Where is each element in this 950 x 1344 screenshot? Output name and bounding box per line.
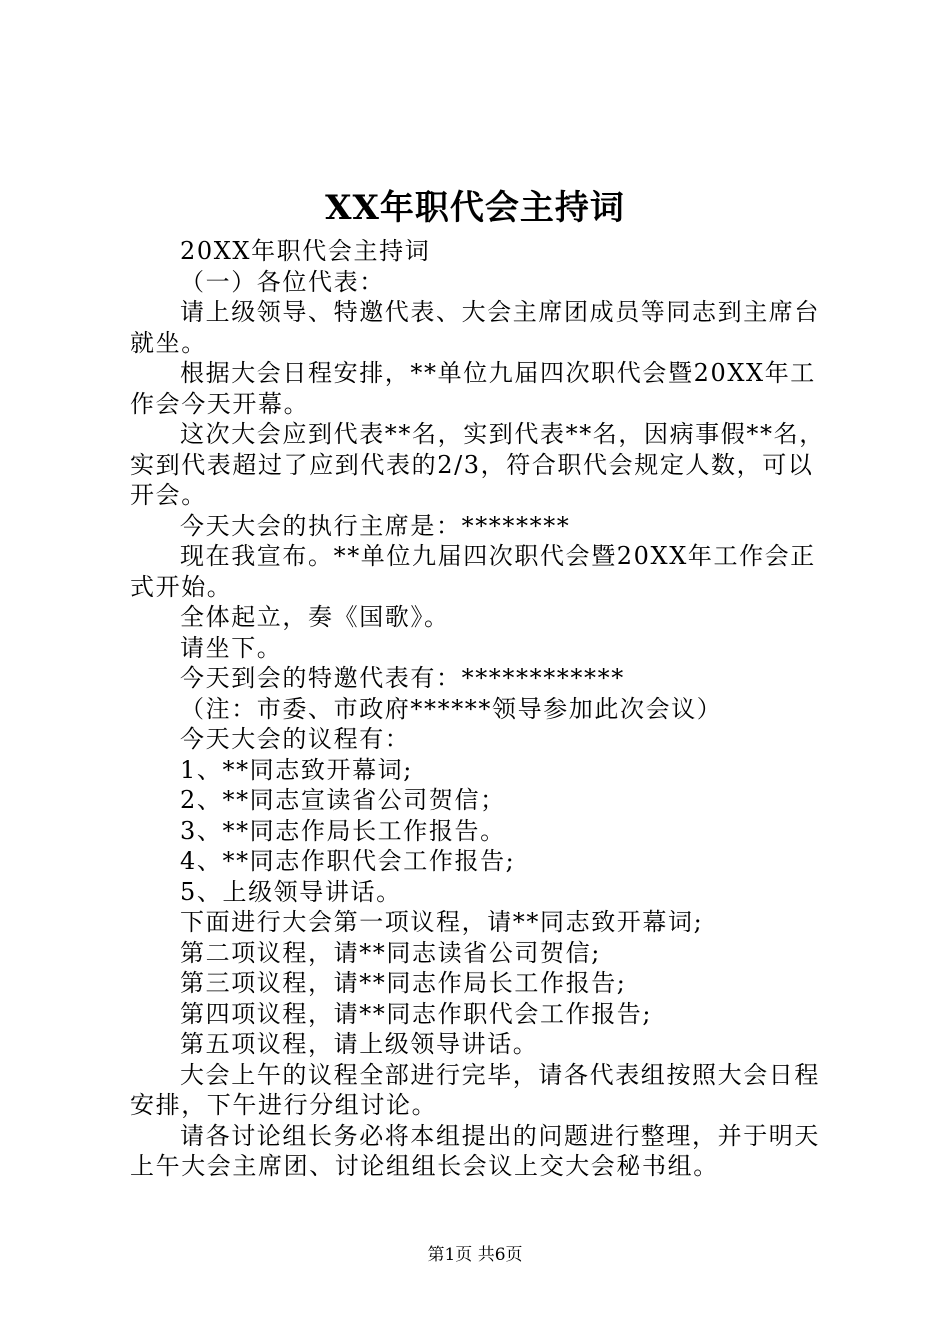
paragraph: 全体起立，奏《国歌》。 [180, 603, 450, 631]
paragraph: 第四项议程，请**同志作职代会工作报告; [180, 999, 653, 1028]
paragraph: 下面进行大会第一项议程，请**同志致开幕词; [180, 908, 704, 936]
document-title: XX年职代会主持词 [325, 188, 625, 228]
paragraph: 这次大会应到代表**名，实到代表**名，因病事假**名，实到代表超过了应到代表的2/3，符合职代会规定人数，可以开会。 [130, 420, 825, 509]
paragraph: 根据大会日程安排，**单位九届四次职代会暨20XX年工作会今天开幕。 [130, 359, 816, 418]
paragraph: （一）各位代表： [180, 267, 385, 296]
document-body [130, 236, 830, 1182]
paragraph: 第五项议程，请上级领导讲话。 [180, 1030, 539, 1058]
agenda-item: 4、**同志作职代会工作报告; [180, 847, 516, 875]
paragraph: 20XX年职代会主持词 [180, 237, 431, 265]
paragraph: 第二项议程，请**同志读省公司贺信; [180, 938, 601, 967]
paragraph: 现在我宣布。**单位九届四次职代会暨20XX年工作会正式开始。 [130, 542, 816, 601]
paragraph: 大会上午的议程全部进行完毕，请各代表组按照大会日程安排，下午进行分组讨论。 [130, 1060, 820, 1119]
paragraph: 今天大会的议程有： [180, 725, 411, 753]
agenda-item: 3、**同志作局长工作报告。 [180, 816, 506, 845]
paragraph: 请坐下。 [180, 633, 283, 662]
agenda-item: 2、**同志宣读省公司贺信； [180, 786, 506, 814]
agenda-item: 5、上级领导讲话。 [180, 877, 402, 906]
agenda-item: 1、**同志致开幕词; [180, 755, 413, 784]
paragraph: 请上级领导、特邀代表、大会主席团成员等同志到主席台就坐。 [130, 298, 820, 357]
paragraph: 请各讨论组长务必将本组提出的问题进行整理，并于明天上午大会主席团、讨论组组长会议上交大会秘书组。 [130, 1121, 820, 1180]
page-number-footer: 第1页 共6页 [427, 1245, 523, 1265]
paragraph: 第三项议程，请**同志作局长工作报告; [180, 969, 627, 997]
paragraph: 今天大会的执行主席是：******** [180, 511, 571, 540]
paragraph: 今天到会的特邀代表有：************ [180, 664, 625, 692]
paragraph: （注：市委、市政府******领导参加此次会议） [180, 694, 723, 723]
